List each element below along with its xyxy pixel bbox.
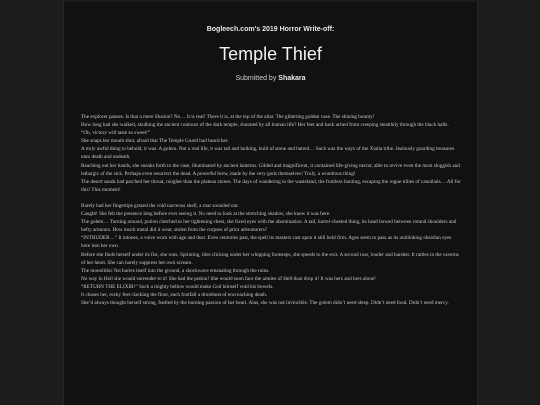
story-title: Temple Thief <box>219 44 322 64</box>
story-paragraph: Caught! She felt the presence long before ever seeing it. No need to look at the stretching shadow, she knew it was here. <box>81 211 331 218</box>
story-paragraph: A truly awful thing to behold, it was. A golem. Not a real life, it was tall and hulking, built of stone and hatred… Such was the ways of the Xialia tribe. Jealously guarding treasures unto death and undeath. <box>81 146 455 161</box>
story-paragraph: How long had she walked, skulking the ancient contours of the dark temple, shunned by all human life? Her feet and back ached from creeping stealthily through the black halls. <box>81 122 449 129</box>
story-paragraph: She snaps her mouth shut, afraid that The Temple Guard had heard her. <box>81 138 229 145</box>
story-paragraph: The explorer pauses. Is that a mere illusion? No… It is real! There it is, at the top of the altar. The glittering golden vase. The shining bounty! <box>81 114 375 120</box>
story-paragraph: No way in Hell she would surrender to it! She had the potion! She would soon face the armies of Hell than drop it! It was hers and hers alone! <box>81 275 376 282</box>
story-paragraph: The desert sands had parched her throat, rougher than the plateau stones. The days of wandering in the wasteland, the fruitless hunting, escaping the rogue tribes of cannibals… All for this! This moment! <box>81 178 461 193</box>
story-paragraph: “RETURN THE ELIXIR!” Such a mighty bellow would make God himself void his bowels. <box>81 283 274 290</box>
contest-heading: Bogleech.com's 2019 Horror Write-off: <box>206 26 335 33</box>
byline-prefix: Submitted by <box>235 75 277 82</box>
story-body <box>81 113 461 307</box>
story-paragraph: It chases her, rocky feet clacking the floor, each footfall a drumbeat of encroaching death. <box>81 291 268 298</box>
byline <box>64 75 477 82</box>
story-paragraph: She’d always thought herself strong, fuelled by the burning passion of her heart. Alas, she was not invincible. The golem didn’t need sleep. Didn’t need food. Didn’t need mercy. <box>81 300 449 307</box>
author-name: Shakara <box>278 75 306 82</box>
story-paragraph: The monolithic fist buries itself into the ground, a shockwave emanating through the ruins. <box>81 267 270 274</box>
story-paragraph: “Oh, victory will taste so sweet!” <box>81 130 151 137</box>
story-paragraph: Reaching out her hands, she sneaks forth to the vase, illuminated by ancient lanterns. Gilded and magnificent, it contained life-giving nectar, able to revive even the most sluggish and lethargic of the sick. Perhaps even resurrect the dead. A powerful brew, made by the very gods themselves! Truly, a wondrous thing! <box>81 162 460 177</box>
story-page <box>63 2 478 405</box>
story-paragraph: The golem… Turning around, potion clutched to her tightening chest, she fixed eyes with the abomination. A tall, barrel-chested thing, its head bowed between rotund shoulders and hefty armours. How much metal did it wear, stolen from the corpses of prior adventurers? <box>81 219 457 234</box>
story-paragraph: Barely had her fingertips grazed the cold nacreous shell, a roar sounded out. <box>81 202 239 209</box>
story-paragraph: Before she finds herself under its fist, she runs. Sprinting, tiles clicking under her whipping footsteps, she speeds to the exit. A second roar, louder and harsher. It rattles in the caverns of her heart. She can barely suppress her own scream. <box>81 251 459 266</box>
story-paragraph: “INTRUDER…” It intones, a voice worn with age and dust. Even centuries past, the spell its masters cast upon it still held firm. Ages seem to pass as its unblinking obsidian eyes bore into her own. <box>81 235 452 250</box>
